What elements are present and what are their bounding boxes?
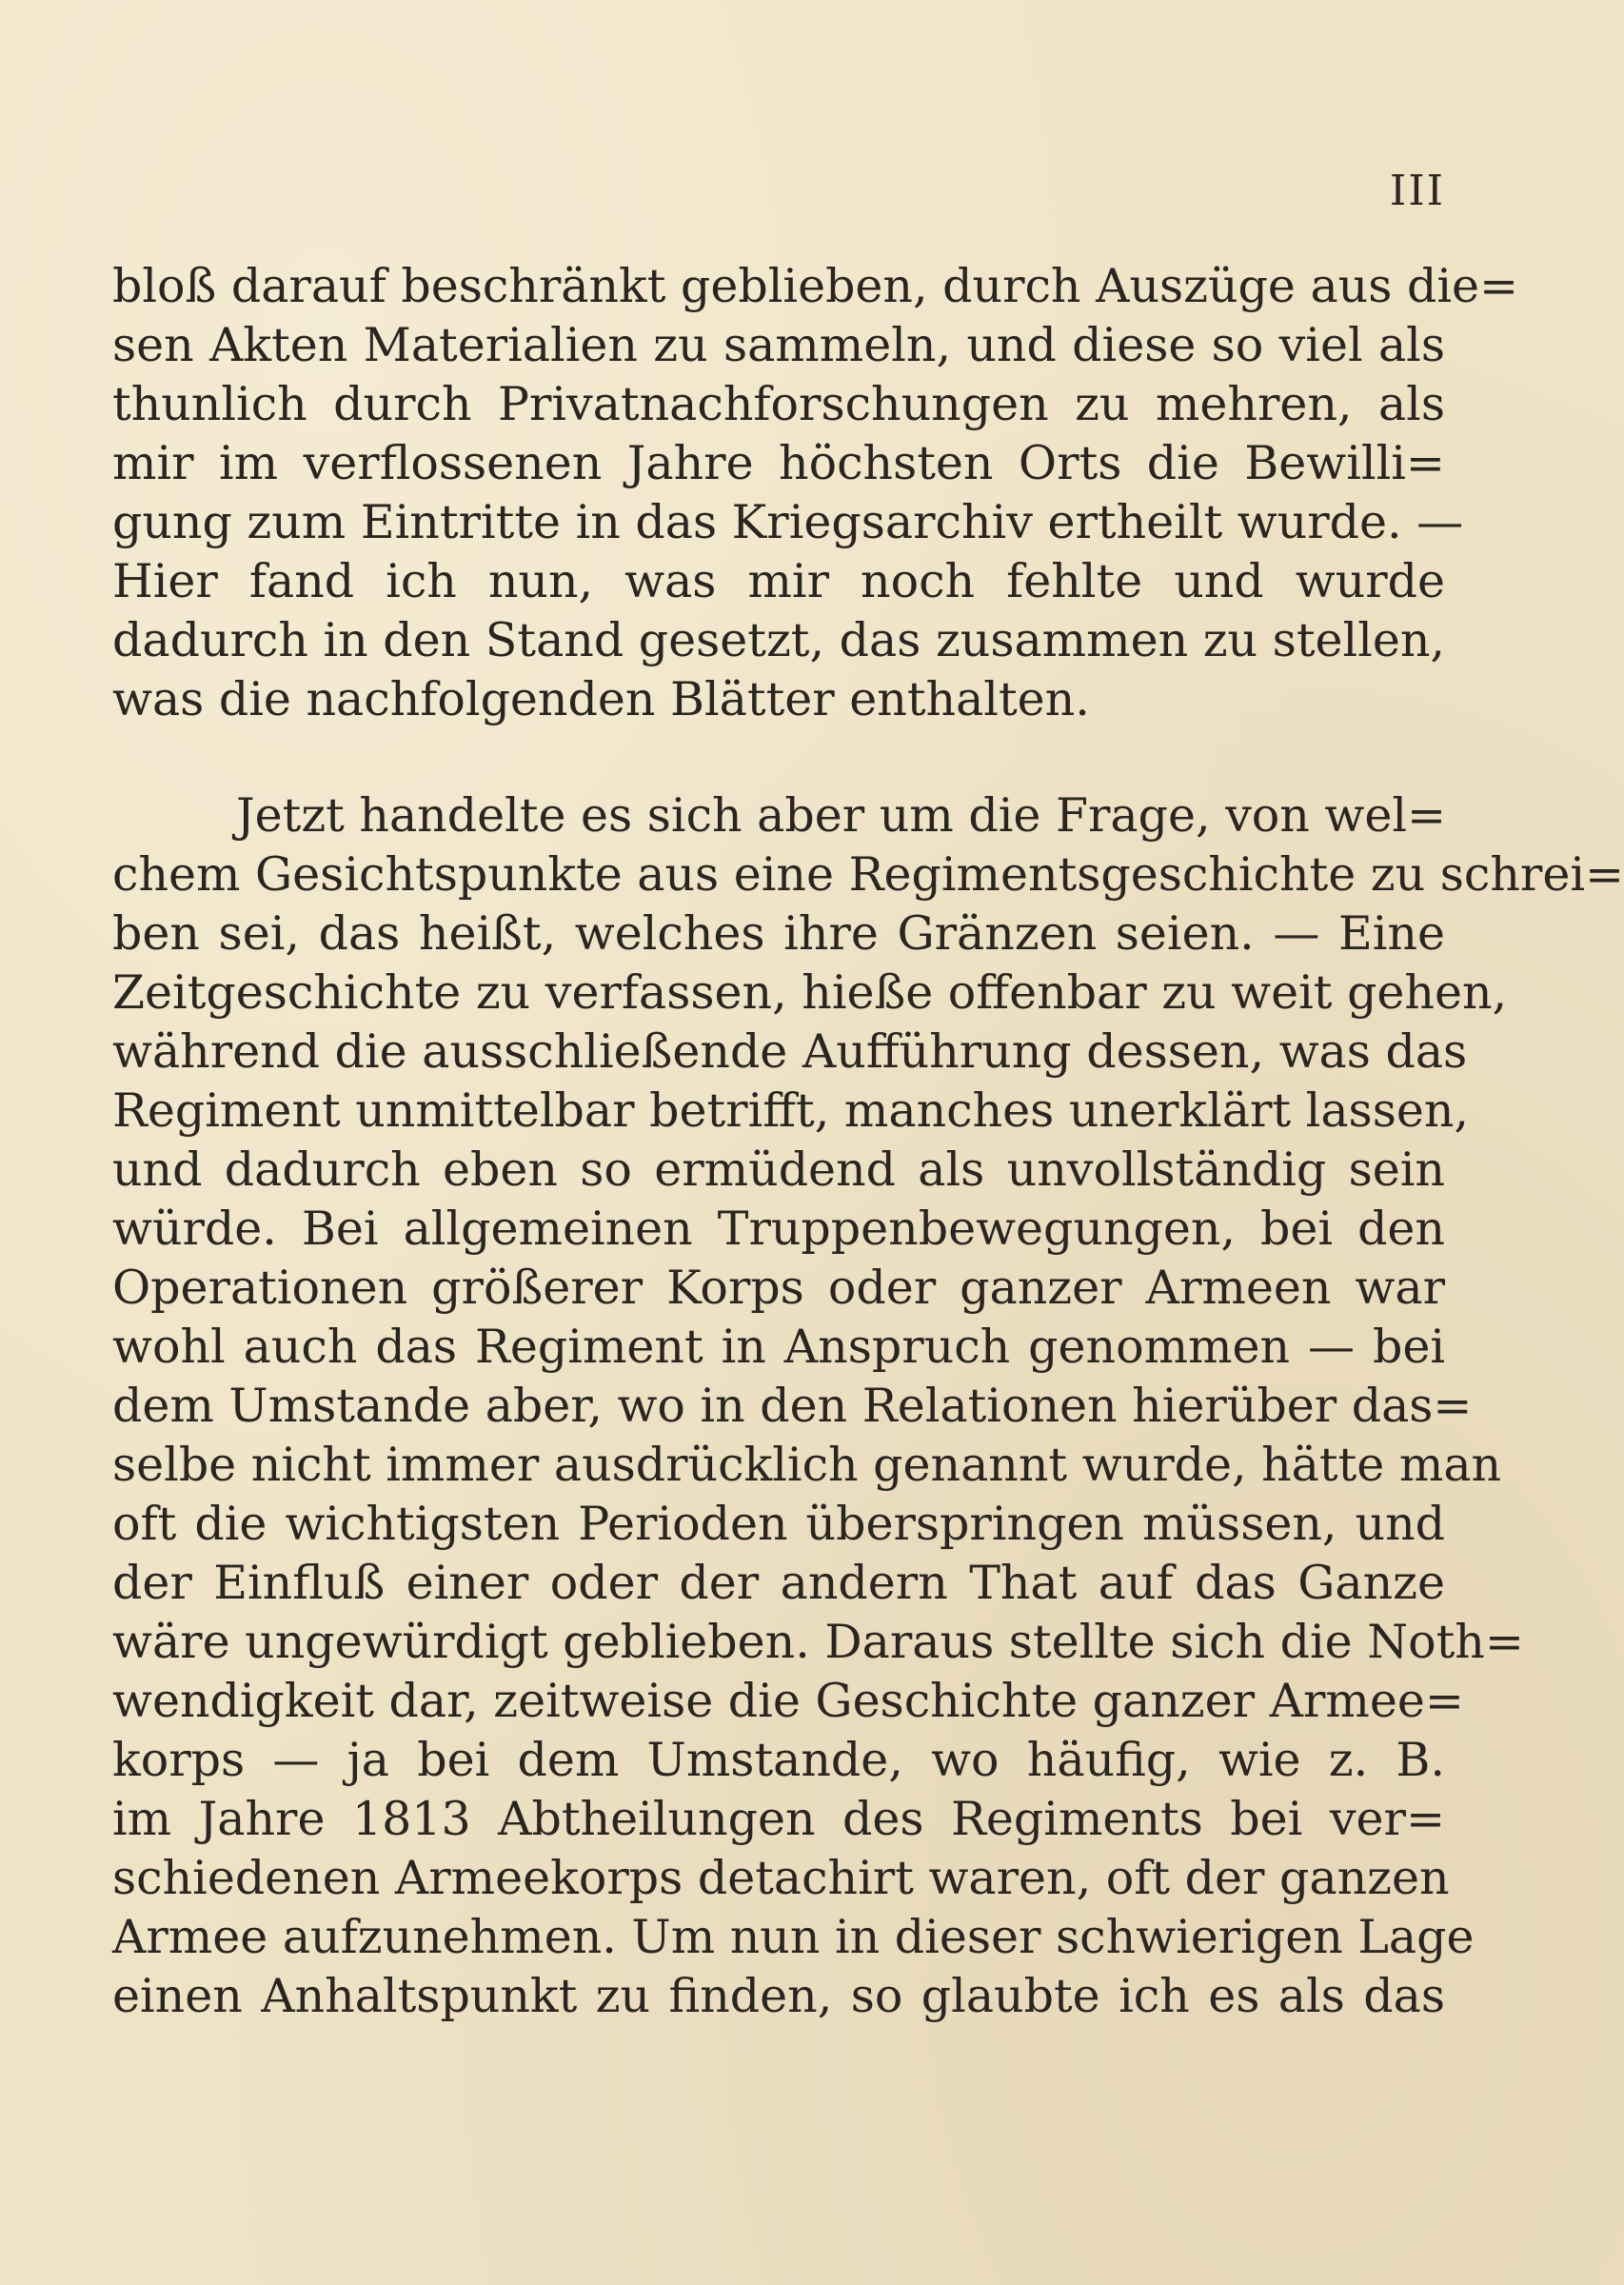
text-line: selbe nicht immer ausdrücklich genannt wurde, hätte man — [112, 1438, 1502, 1492]
text-line: wohl auch das Regiment in Anspruch genommen — bei — [112, 1320, 1445, 1374]
text-line: bloß darauf beschränkt geblieben, durch Auszüge aus die= — [112, 259, 1519, 313]
text-line: chem Gesichtspunkte aus eine Regimentsgeschichte zu schrei= — [112, 847, 1624, 902]
text-line: während die ausschließende Aufführung dessen, was das — [112, 1024, 1468, 1079]
text-line: mir im verflossenen Jahre höchsten Orts die Bewilli= — [112, 436, 1445, 490]
text-line: was die nachfolgenden Blätter enthalten. — [112, 672, 1090, 726]
text-line: ben sei, das heißt, welches ihre Gränzen seien. — Eine — [112, 906, 1445, 961]
text-line: thunlich durch Privatnachforschungen zu mehren, als — [112, 377, 1445, 431]
page-number: III — [1389, 167, 1445, 215]
text-line: dem Umstande aber, wo in den Relationen hierüber das= — [112, 1379, 1473, 1433]
paragraph-2 — [112, 786, 1624, 2026]
text-line: Regiment unmittelbar betrifft, manches unerklärt lassen, — [112, 1083, 1469, 1138]
text-line: wendigkeit dar, zeitweise die Geschichte ganzer Armee= — [112, 1674, 1464, 1728]
text-line: würde. Bei allgemeinen Truppenbewegungen, bei den — [112, 1202, 1445, 1256]
text-line: sen Akten Materialien zu sammeln, und diese so viel als — [112, 318, 1445, 372]
text-line: Operationen größerer Korps oder ganzer Armeen war — [112, 1261, 1445, 1315]
text-line: Jetzt handelte es sich aber um die Frage, von wel= — [236, 788, 1447, 843]
body-text — [112, 257, 1624, 2026]
text-line: schiedenen Armeekorps detachirt waren, oft der ganzen — [112, 1851, 1450, 1905]
text-line: gung zum Eintritte in das Kriegsarchiv ertheilt wurde. — — [112, 495, 1464, 549]
text-line: der Einfluß einer oder der andern That auf das Ganze — [112, 1556, 1445, 1610]
text-line: Armee aufzunehmen. Um nun in dieser schwierigen Lage — [112, 1910, 1475, 1964]
text-line: einen Anhaltspunkt zu finden, so glaubte ich es als das — [112, 1969, 1445, 2023]
text-line: dadurch in den Stand gesetzt, das zusammen zu stellen, — [112, 613, 1445, 667]
text-line: Zeitgeschichte zu verfassen, hieße offenbar zu weit gehen, — [112, 965, 1508, 1020]
text-line: wäre ungewürdigt geblieben. Daraus stellte sich die Noth= — [112, 1615, 1524, 1669]
text-line: korps — ja bei dem Umstande, wo häufig, wie z. B. — [112, 1733, 1445, 1787]
text-line: und dadurch eben so ermüdend als unvollständig sein — [112, 1142, 1445, 1197]
paragraph-1 — [112, 257, 1519, 729]
text-line: Hier fand ich nun, was mir noch fehlte und wurde — [112, 554, 1445, 608]
text-line: oft die wichtigsten Perioden überspringen müssen, und — [112, 1497, 1445, 1551]
text-line: im Jahre 1813 Abtheilungen des Regiments bei ver= — [112, 1792, 1445, 1846]
